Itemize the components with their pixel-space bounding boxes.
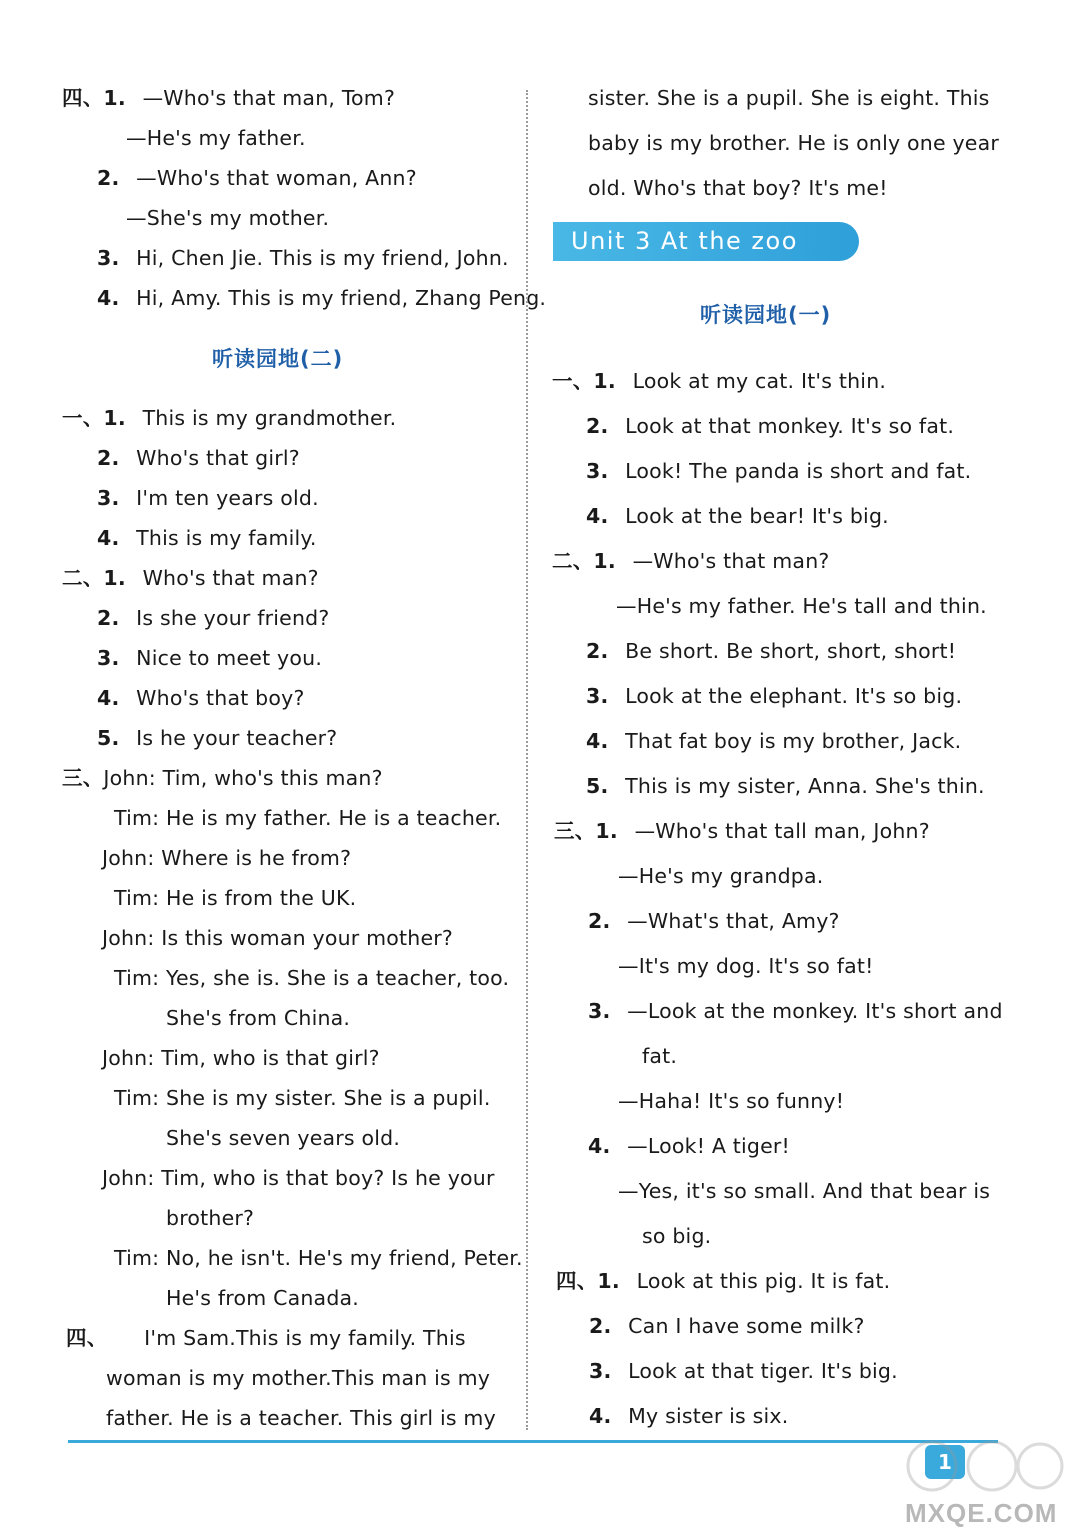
- item-text: Look at the elephant. It's so big.: [625, 684, 963, 708]
- page-number-badge: 1: [925, 1445, 965, 1479]
- list-item: [554, 817, 930, 845]
- section-label: 四、: [556, 1269, 598, 1293]
- dialogue-line: [114, 804, 501, 832]
- item-text: Look at my cat. It's thin.: [632, 369, 887, 393]
- list-item: [586, 502, 889, 530]
- section-label: 三、: [62, 766, 104, 790]
- dialogue-line: [114, 1244, 523, 1272]
- list-item: [552, 547, 829, 575]
- item-number: 2.: [586, 414, 609, 438]
- unit-title-banner: Unit 3 At the zoo: [553, 222, 859, 261]
- item-number: 2.: [588, 909, 611, 933]
- dialogue-line: [62, 764, 383, 792]
- dialogue-text: brother?: [166, 1206, 255, 1230]
- item-text: —What's that, Amy?: [627, 909, 840, 933]
- speaker: John:: [102, 1166, 155, 1190]
- section-label: 一、: [62, 406, 104, 430]
- list-item: [97, 604, 329, 632]
- dialogue-line: [102, 1164, 495, 1192]
- item-number: 3.: [97, 486, 120, 510]
- list-item: [97, 724, 337, 752]
- list-item: [586, 727, 961, 755]
- item-text: —Look at the monkey. It's short and: [627, 999, 1003, 1023]
- paragraph-text: I'm Sam.This is my family. This: [144, 1326, 466, 1350]
- list-item: [97, 164, 417, 192]
- item-text: —Look! A tiger!: [627, 1134, 790, 1158]
- list-item: [586, 457, 971, 485]
- list-item: [589, 1312, 865, 1340]
- speaker: Tim:: [114, 966, 160, 990]
- item-number: 1.: [103, 86, 126, 110]
- list-item: [97, 524, 317, 552]
- paragraph-text: sister. She is a pupil. She is eight. This: [588, 86, 990, 110]
- item-number: 1.: [103, 406, 126, 430]
- dialogue-line: [114, 1084, 491, 1112]
- item-text: —She's my mother.: [126, 206, 330, 230]
- section-label: 一、: [552, 369, 594, 393]
- dialogue-text: He's from Canada.: [166, 1286, 360, 1310]
- paragraph-text: woman is my mother.This man is my: [106, 1366, 491, 1390]
- item-number: 2.: [97, 446, 120, 470]
- speaker: Tim:: [114, 1086, 160, 1110]
- dialogue-line: [102, 924, 453, 952]
- item-text: —Who's that man, Tom?: [142, 86, 396, 110]
- dialogue-text: Tim, who's this man?: [162, 766, 383, 790]
- item-number: 5.: [97, 726, 120, 750]
- item-text: Look at that monkey. It's so fat.: [625, 414, 955, 438]
- item-number: 4.: [97, 286, 120, 310]
- item-text: Look! The panda is short and fat.: [625, 459, 972, 483]
- list-item: [97, 244, 509, 272]
- item-number: 3.: [589, 1359, 612, 1383]
- paragraph-text: old. Who's that boy? It's me!: [588, 176, 888, 200]
- item-text: Look at this pig. It is fat.: [636, 1269, 891, 1293]
- item-text: This is my sister, Anna. She's thin.: [625, 774, 985, 798]
- item-number: 1.: [595, 819, 618, 843]
- item-number: 5.: [586, 774, 609, 798]
- dialogue-line: [102, 844, 351, 872]
- speaker: John:: [103, 766, 156, 790]
- item-text: —Who's that tall man, John?: [634, 819, 930, 843]
- item-text: Hi, Chen Jie. This is my friend, John.: [136, 246, 509, 270]
- item-number: 2.: [97, 606, 120, 630]
- item-text: —Who's that woman, Ann?: [136, 166, 417, 190]
- section-label: 四、: [62, 86, 104, 110]
- item-text: Is she your friend?: [136, 606, 330, 630]
- section-label: 二、: [552, 549, 594, 573]
- list-item: [97, 284, 546, 312]
- list-item: [62, 404, 396, 432]
- item-text: Who's that man?: [142, 566, 319, 590]
- paragraph-line: [66, 1324, 466, 1352]
- item-text: This is my family.: [136, 526, 317, 550]
- list-item: [586, 637, 956, 665]
- list-item: [62, 84, 395, 112]
- list-item: [586, 412, 954, 440]
- list-item: [62, 564, 319, 592]
- item-number: 3.: [586, 459, 609, 483]
- item-number: 3.: [97, 246, 120, 270]
- item-text: Who's that boy?: [136, 686, 305, 710]
- item-number: 4.: [589, 1404, 612, 1428]
- list-item: [97, 444, 300, 472]
- list-item: [97, 484, 319, 512]
- dialogue-text: He is my father. He is a teacher.: [165, 806, 502, 830]
- speaker: Tim:: [114, 886, 160, 910]
- item-text: My sister is six.: [628, 1404, 789, 1428]
- dialogue-text: Where is he from?: [161, 846, 352, 870]
- item-text: —He's my father.: [126, 126, 306, 150]
- list-item: [556, 1267, 890, 1295]
- item-text: —Yes, it's so small. And that bear is: [618, 1179, 991, 1203]
- dialogue-text: Yes, she is. She is a teacher, too.: [165, 966, 510, 990]
- list-item: [589, 1357, 898, 1385]
- item-number: 1.: [597, 1269, 620, 1293]
- item-text: Is he your teacher?: [136, 726, 338, 750]
- item-text: —It's my dog. It's so fat!: [618, 954, 874, 978]
- dialogue-line: [114, 964, 509, 992]
- section-label: 四、: [66, 1326, 108, 1350]
- item-text: I'm ten years old.: [136, 486, 319, 510]
- list-item: [589, 1402, 788, 1430]
- dialogue-line: [102, 1044, 380, 1072]
- speaker: Tim:: [114, 1246, 160, 1270]
- dialogue-text: No, he isn't. He's my friend, Peter.: [165, 1246, 523, 1270]
- item-text: Who's that girl?: [136, 446, 300, 470]
- dialogue-text: Tim, who is that girl?: [161, 1046, 380, 1070]
- column-divider: [526, 90, 528, 1430]
- item-number: 1.: [593, 549, 616, 573]
- item-text: —He's my grandpa.: [618, 864, 824, 888]
- item-number: 1.: [103, 566, 126, 590]
- section-label: 三、: [554, 819, 596, 843]
- list-item: [97, 684, 305, 712]
- item-text: Look at the bear! It's big.: [625, 504, 889, 528]
- dialogue-text: She's from China.: [166, 1006, 351, 1030]
- item-number: 2.: [586, 639, 609, 663]
- dialogue-text: Is this woman your mother?: [161, 926, 453, 950]
- paragraph-text: baby is my brother. He is only one year: [588, 131, 1000, 155]
- item-text: Hi, Amy. This is my friend, Zhang Peng.: [136, 286, 547, 310]
- list-item: [588, 1132, 790, 1160]
- footer-rule: [68, 1440, 998, 1443]
- speaker: John:: [102, 1046, 155, 1070]
- item-number: 4.: [588, 1134, 611, 1158]
- item-number: 4.: [97, 526, 120, 550]
- dialogue-text: She's seven years old.: [166, 1126, 401, 1150]
- speaker: John:: [102, 846, 155, 870]
- item-text: Can I have some milk?: [628, 1314, 865, 1338]
- item-text: fat.: [642, 1044, 678, 1068]
- paragraph-text: father. He is a teacher. This girl is my: [106, 1406, 496, 1430]
- item-text: Nice to meet you.: [136, 646, 323, 670]
- item-number: 1.: [593, 369, 616, 393]
- item-number: 3.: [588, 999, 611, 1023]
- dialogue-text: Tim, who is that boy? Is he your: [161, 1166, 495, 1190]
- item-number: 3.: [586, 684, 609, 708]
- item-number: 4.: [586, 729, 609, 753]
- item-text: Be short. Be short, short, short!: [625, 639, 957, 663]
- list-item: [586, 772, 985, 800]
- list-item: [552, 367, 886, 395]
- item-text: —He's my father. He's tall and thin.: [616, 594, 987, 618]
- item-number: 4.: [97, 686, 120, 710]
- section-heading: 听读园地(二): [212, 347, 344, 371]
- item-number: 2.: [589, 1314, 612, 1338]
- section-label: 二、: [62, 566, 104, 590]
- item-text: Look at that tiger. It's big.: [628, 1359, 898, 1383]
- watermark-text: MXQE.COM: [905, 1498, 1058, 1528]
- list-item: [97, 644, 322, 672]
- item-number: 3.: [97, 646, 120, 670]
- item-text: —Who's that man?: [632, 549, 830, 573]
- dialogue-text: He is from the UK.: [165, 886, 357, 910]
- list-item: [588, 997, 1003, 1025]
- item-number: 4.: [586, 504, 609, 528]
- item-number: 2.: [97, 166, 120, 190]
- speaker: Tim:: [114, 806, 160, 830]
- item-text: —Haha! It's so funny!: [618, 1089, 845, 1113]
- list-item: [588, 907, 840, 935]
- dialogue-line: [114, 884, 356, 912]
- item-text: so big.: [642, 1224, 712, 1248]
- dialogue-text: She is my sister. She is a pupil.: [165, 1086, 491, 1110]
- list-item: [586, 682, 962, 710]
- item-text: This is my grandmother.: [142, 406, 397, 430]
- speaker: John:: [102, 926, 155, 950]
- section-heading: 听读园地(一): [700, 303, 832, 327]
- item-text: That fat boy is my brother, Jack.: [625, 729, 962, 753]
